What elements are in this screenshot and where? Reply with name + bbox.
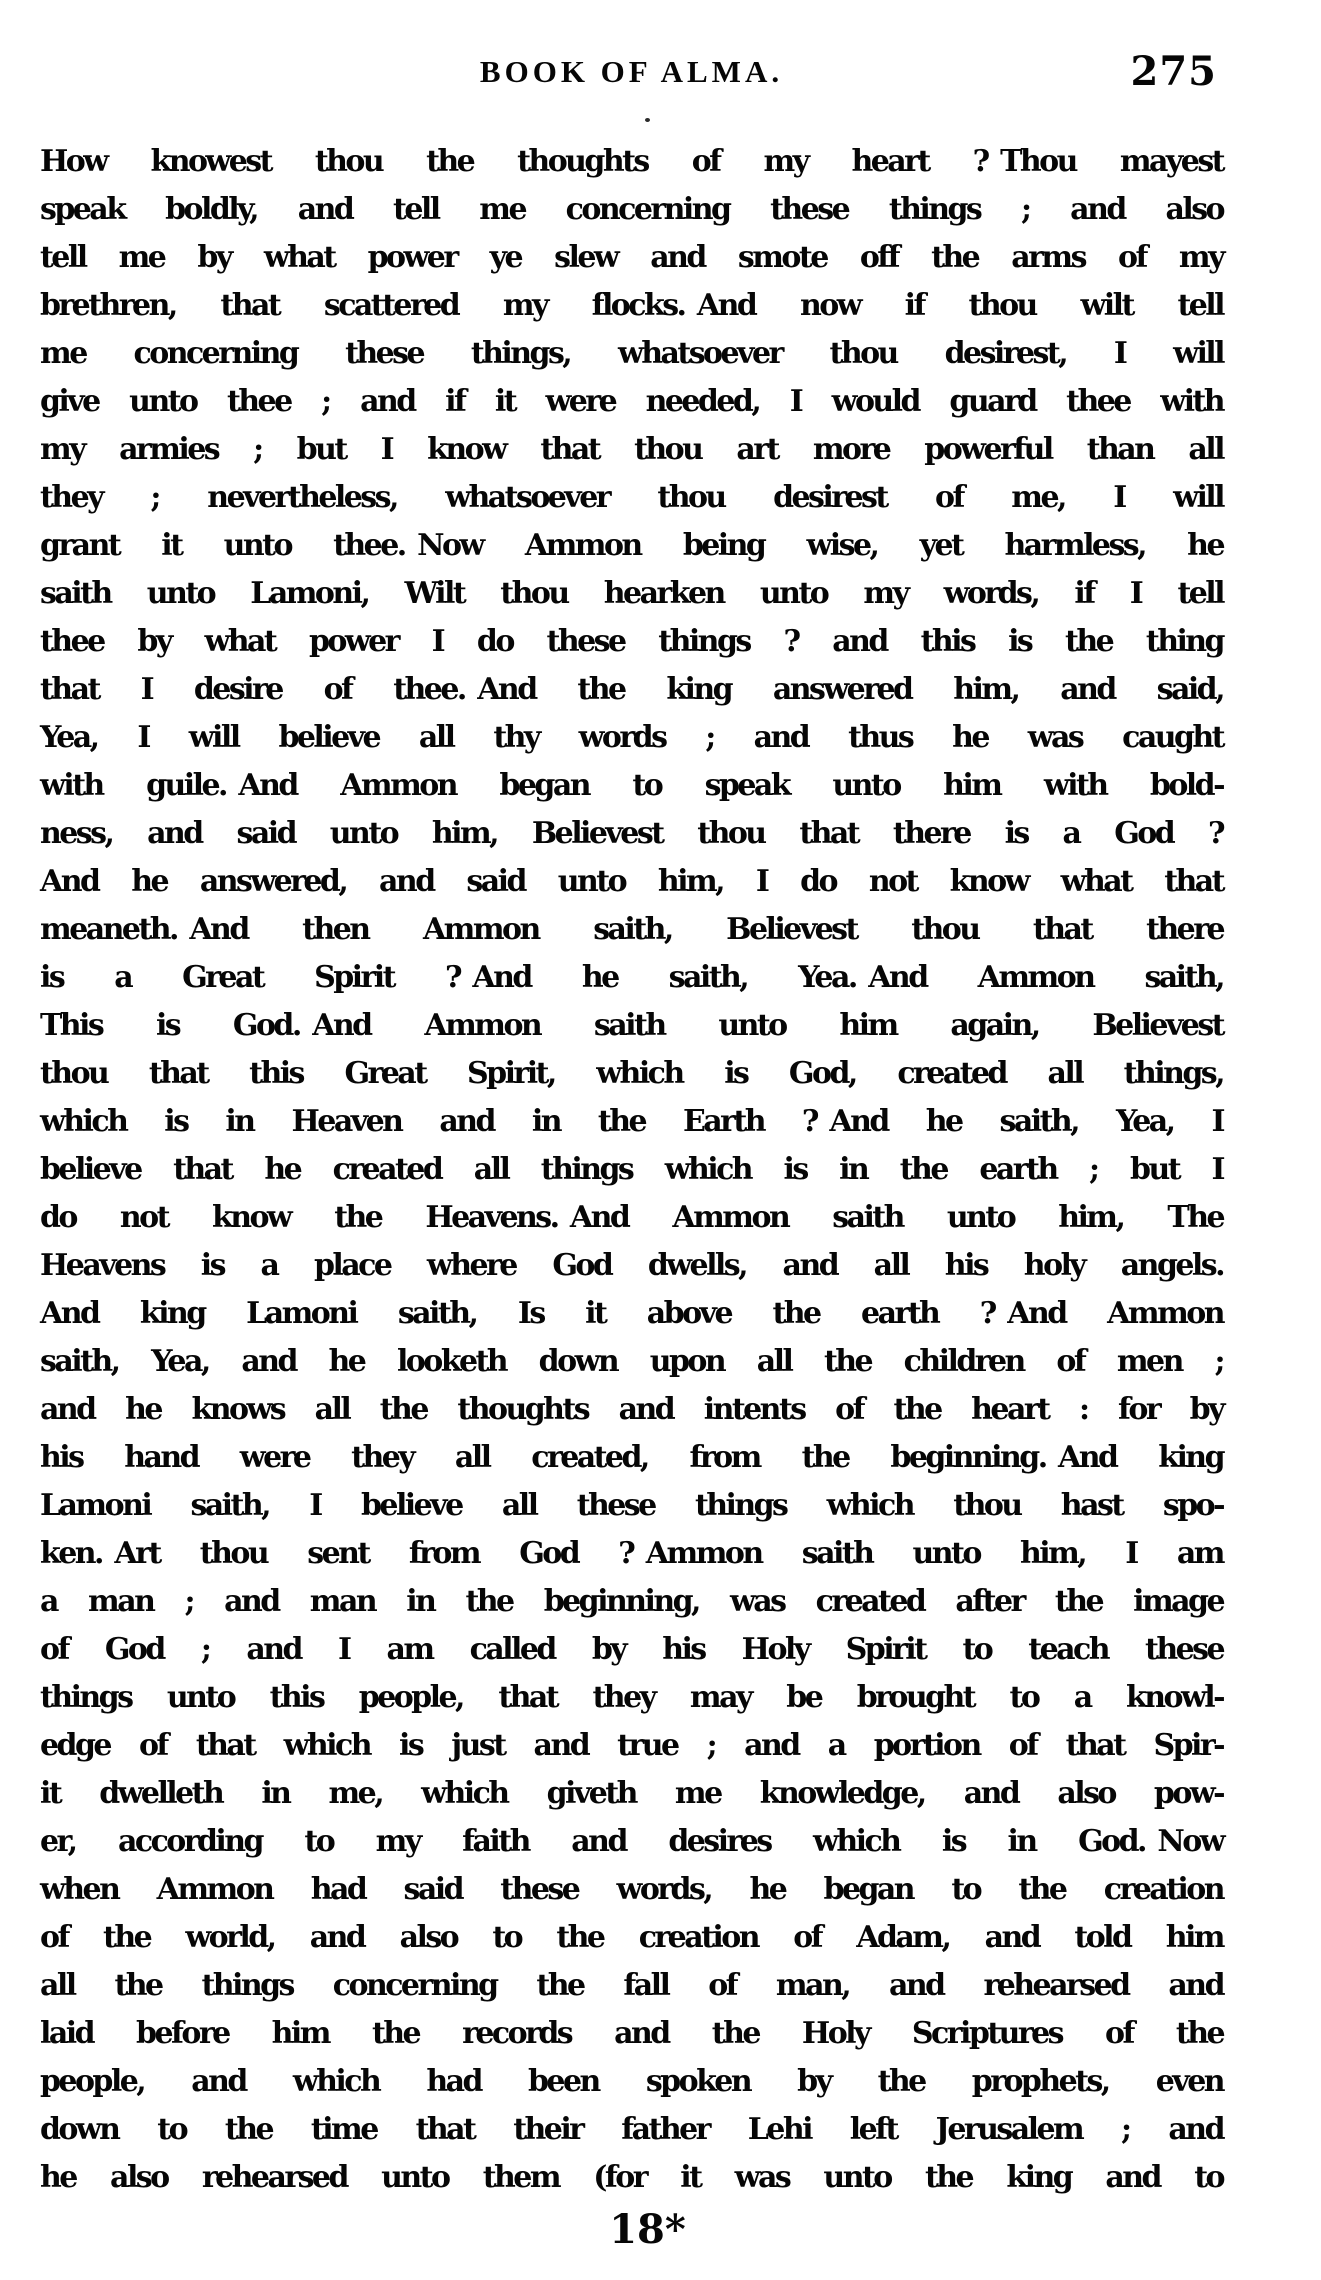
text-line: all the things concerning the fall of man, and rehearsed and (40, 1968, 1223, 2003)
running-title: BOOK OF ALMA. (479, 54, 784, 89)
signature-mark: 18* (609, 2206, 686, 2253)
text-line: laid before him the records and the Holy Scriptures of the (40, 2016, 1223, 2051)
text-line: Heavens is a place where God dwells, and all his holy angels. (40, 1248, 1223, 1283)
text-line: he also rehearsed unto them (for it was unto the king and to (40, 2160, 1223, 2195)
text-line: a man ; and man in the beginning, was created after the image (40, 1584, 1223, 1619)
text-line: things unto this people, that they may be brought to a knowl- (40, 1680, 1223, 1715)
text-line: speak boldly, and tell me concerning these things ; and also (40, 192, 1223, 227)
text-line: they ; nevertheless, whatsoever thou desirest of me, I will (40, 480, 1223, 515)
ink-speck (645, 118, 650, 122)
text-line: ken. Art thou sent from God ? Ammon saith unto him, I am (40, 1536, 1223, 1571)
text-line: it dwelleth in me, which giveth me knowledge, and also pow- (40, 1776, 1223, 1811)
page-header (40, 48, 1223, 98)
page-body (40, 138, 1223, 2202)
text-line: people, and which had been spoken by the prophets, even (40, 2064, 1223, 2099)
text-line: How knowest thou the thoughts of my heart ? Thou mayest (40, 144, 1223, 179)
text-line: grant it unto thee. Now Ammon being wise, yet harmless, he (40, 528, 1223, 563)
text-line: meaneth. And then Ammon saith, Believest thou that there (40, 912, 1223, 947)
text-line: brethren, that scattered my flocks. And now if thou wilt tell (40, 288, 1223, 323)
text-line: do not know the Heavens. And Ammon saith unto him, The (40, 1200, 1223, 1235)
text-line: that I desire of thee. And the king answered him, and said, (40, 672, 1223, 707)
text-line: saith, Yea, and he looketh down upon all the children of men ; (40, 1344, 1223, 1379)
text-line: of God ; and I am called by his Holy Spirit to teach these (40, 1632, 1223, 1667)
page-footer (56, 2206, 1239, 2253)
text-line: This is God. And Ammon saith unto him again, Believest (40, 1008, 1223, 1043)
text-line: Lamoni saith, I believe all these things which thou hast spo- (40, 1488, 1223, 1523)
text-line: his hand were they all created, from the beginning. And king (40, 1440, 1223, 1475)
text-line: my armies ; but I know that thou art more powerful than all (40, 432, 1223, 467)
text-line: believe that he created all things which is in the earth ; but I (40, 1152, 1223, 1187)
text-line: with guile. And Ammon began to speak unto him with bold- (40, 768, 1223, 803)
text-line: and he knows all the thoughts and intents of the heart : for by (40, 1392, 1223, 1427)
text-line: which is in Heaven and in the Earth ? And he saith, Yea, I (40, 1104, 1223, 1139)
text-line: And king Lamoni saith, Is it above the earth ? And Ammon (40, 1296, 1223, 1331)
text-line: And he answered, and said unto him, I do not know what that (40, 864, 1223, 899)
text-line: thee by what power I do these things ? and this is the thing (40, 624, 1223, 659)
text-line: edge of that which is just and true ; and a portion of that Spir- (40, 1728, 1223, 1763)
text-line: er, according to my faith and desires which is in God. Now (40, 1824, 1223, 1859)
text-line: thou that this Great Spirit, which is God, created all things, (40, 1056, 1223, 1091)
text-line: of the world, and also to the creation of Adam, and told him (40, 1920, 1223, 1955)
text-line: is a Great Spirit ? And he saith, Yea. And Ammon saith, (40, 960, 1223, 995)
page-number: 275 (1130, 48, 1217, 95)
text-line: me concerning these things, whatsoever thou desirest, I will (40, 336, 1223, 371)
text-line: Yea, I will believe all thy words ; and thus he was caught (40, 720, 1223, 755)
text-line: saith unto Lamoni, Wilt thou hearken unto my words, if I tell (40, 576, 1223, 611)
text-line: down to the time that their father Lehi left Jerusalem ; and (40, 2112, 1223, 2147)
text-line: ness, and said unto him, Believest thou that there is a God ? (40, 816, 1223, 851)
text-line: when Ammon had said these words, he began to the creation (40, 1872, 1223, 1907)
text-line: tell me by what power ye slew and smote off the arms of my (40, 240, 1223, 275)
text-line: give unto thee ; and if it were needed, I would guard thee with (40, 384, 1223, 419)
